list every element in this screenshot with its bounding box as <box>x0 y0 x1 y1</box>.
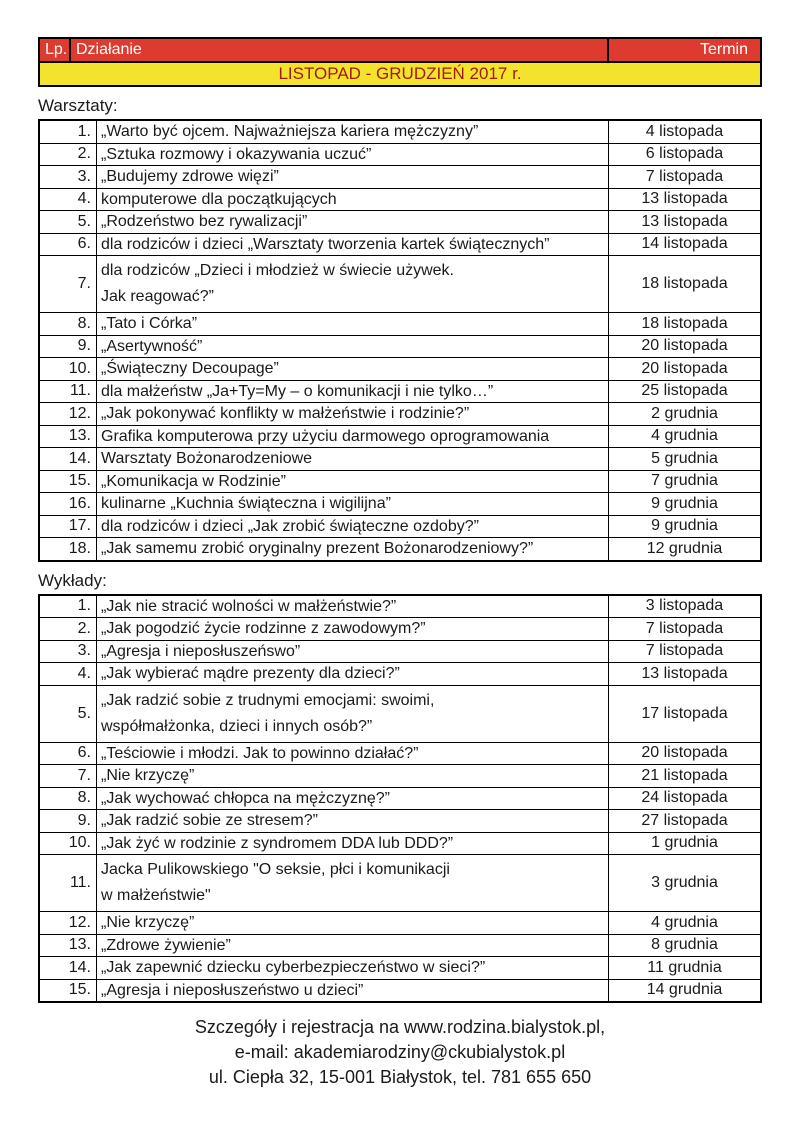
table-row <box>40 980 760 1002</box>
table-row <box>40 448 760 471</box>
table-row <box>40 912 760 935</box>
row-number: 15. <box>40 980 97 1002</box>
table-row <box>40 516 760 539</box>
row-date: 18 listopada <box>641 314 728 332</box>
section-wyklady <box>38 572 762 1004</box>
row-number: 15. <box>40 471 97 493</box>
schedule-header-table <box>38 37 762 87</box>
table-row <box>40 426 760 449</box>
row-date: 13 listopada <box>641 664 728 682</box>
table-row <box>40 810 760 833</box>
table-row <box>40 403 760 426</box>
row-activity: „Warto być ojcem. Najważniejsza kariera mężczyzny” <box>97 121 609 143</box>
row-activity: „Rodzeństwo bez rywalizacji” <box>97 211 609 233</box>
section-label-wyklady: Wykłady: <box>38 570 107 590</box>
row-activity: „Sztuka rozmowy i okazywania uczuć” <box>97 144 609 166</box>
row-number: 12. <box>40 403 97 425</box>
row-number: 1. <box>40 596 97 618</box>
row-activity: dla małżeństw „Ja+Ty=My – o komunikacji i nie tylko…” <box>97 381 609 403</box>
row-activity: dla rodziców i dzieci „Jak zrobić świąteczne ozdoby?” <box>97 516 609 538</box>
footer-address-line: ul. Ciepła 32, 15-001 Białystok, tel. 781 655 650 <box>208 1067 592 1087</box>
row-activity: „Jak radzić sobie z trudnymi emocjami: swoimi, współmałżonka, dzieci i innych osób?” <box>97 686 609 742</box>
row-date: 14 listopada <box>641 235 728 253</box>
table-row <box>40 144 760 167</box>
row-activity: dla rodziców „Dzieci i młodzież w świecie używek. Jak reagować?” <box>97 256 609 312</box>
row-number: 8. <box>40 788 97 810</box>
row-activity: „Agresja i nieposłuszeńswo” <box>97 641 609 663</box>
column-header-dzialanie: Działanie <box>71 39 609 61</box>
table-row <box>40 663 760 686</box>
row-activity: „Agresja i nieposłuszeństwo u dzieci” <box>97 980 609 1002</box>
row-activity: „Teściowie i młodzi. Jak to powinno działać?” <box>97 743 609 765</box>
row-activity: komputerowe dla początkujących <box>97 189 609 211</box>
row-date: 7 listopada <box>645 167 724 185</box>
table-row <box>40 641 760 664</box>
row-date: 9 grudnia <box>651 494 718 512</box>
row-number: 10. <box>40 833 97 855</box>
row-number: 9. <box>40 810 97 832</box>
row-number: 6. <box>40 743 97 765</box>
table-row <box>40 493 760 516</box>
row-activity: „Jak samemu zrobić oryginalny prezent Bożonarodzeniowy?” <box>97 538 609 560</box>
row-activity: „Zdrowe żywienie” <box>97 935 609 957</box>
row-date: 3 grudnia <box>651 874 718 891</box>
row-date: 6 listopada <box>645 145 724 163</box>
footer-registration-line: Szczegóły i rejestracja na www.rodzina.bialystok.pl, <box>194 1017 606 1037</box>
table-row <box>40 743 760 766</box>
table-row <box>40 788 760 811</box>
row-date: 3 listopada <box>645 597 724 615</box>
row-number: 5. <box>40 211 97 233</box>
table-row <box>40 686 760 743</box>
row-number: 4. <box>40 663 97 685</box>
row-number: 1. <box>40 121 97 143</box>
row-number: 13. <box>40 426 97 448</box>
row-date: 20 listopada <box>641 359 728 377</box>
table-row <box>40 256 760 313</box>
row-activity: „Jak pogodzić życie rodzinne z zawodowym?” <box>97 618 609 640</box>
row-date: 12 grudnia <box>646 539 723 557</box>
row-number: 18. <box>40 538 97 560</box>
row-activity: „Jak zapewnić dziecku cyberbezpieczeństwo w sieci?” <box>97 957 609 979</box>
row-date: 20 listopada <box>641 744 728 762</box>
row-activity: „Jak radzić sobie ze stresem?” <box>97 810 609 832</box>
row-date: 4 grudnia <box>651 427 718 445</box>
table-row <box>40 358 760 381</box>
row-number: 16. <box>40 493 97 515</box>
row-number: 10. <box>40 358 97 380</box>
row-activity: Grafika komputerowa przy użyciu darmowego oprogramowania <box>97 426 609 448</box>
row-date: 14 grudnia <box>646 981 723 999</box>
row-number: 13. <box>40 935 97 957</box>
row-number: 7. <box>40 256 97 312</box>
wyklady-table <box>38 594 762 1004</box>
row-date: 4 grudnia <box>651 913 718 931</box>
column-header-lp: Lp. <box>40 39 71 61</box>
row-activity: kulinarne „Kuchnia świąteczna i wigilijna” <box>97 493 609 515</box>
row-activity: dla rodziców i dzieci „Warsztaty tworzenia kartek świątecznych” <box>97 234 609 256</box>
row-number: 3. <box>40 641 97 663</box>
row-date: 7 listopada <box>645 619 724 637</box>
row-date: 11 grudnia <box>647 958 722 976</box>
row-activity: Warsztaty Bożonarodzeniowe <box>97 448 609 470</box>
row-date: 20 listopada <box>641 337 728 355</box>
row-activity: „Tato i Córka” <box>97 313 609 335</box>
footer-contact <box>38 1015 762 1090</box>
table-row <box>40 833 760 856</box>
table-row <box>40 935 760 958</box>
row-date: 25 listopada <box>641 382 728 400</box>
period-banner: LISTOPAD - GRUDZIEŃ 2017 r. <box>40 63 760 85</box>
table-row <box>40 618 760 641</box>
row-number: 17. <box>40 516 97 538</box>
section-warsztaty <box>38 97 762 562</box>
row-date: 13 listopada <box>641 190 728 208</box>
table-row <box>40 234 760 257</box>
row-activity: „Jak nie stracić wolności w małżeństwie?” <box>97 596 609 618</box>
row-activity: „Świąteczny Decoupage” <box>97 358 609 380</box>
table-row <box>40 211 760 234</box>
section-label-warsztaty: Warsztaty: <box>38 96 118 115</box>
row-number: 11. <box>40 381 97 403</box>
row-activity: „Budujemy zdrowe więzi” <box>97 166 609 188</box>
table-row <box>40 313 760 336</box>
row-date: 5 grudnia <box>651 449 718 467</box>
row-activity: „Komunikacja w Rodzinie” <box>97 471 609 493</box>
row-number: 14. <box>40 448 97 470</box>
row-activity: „Jak wybierać mądre prezenty dla dzieci?” <box>97 663 609 685</box>
row-activity: „Nie krzyczę” <box>97 765 609 787</box>
table-row <box>40 381 760 404</box>
table-row <box>40 471 760 494</box>
row-date: 8 grudnia <box>651 936 718 954</box>
table-row <box>40 538 760 560</box>
row-activity: Jacka Pulikowskiego "O seksie, płci i komunikacji w małżeństwie" <box>97 855 609 911</box>
row-activity: „Jak wychować chłopca na mężczyznę?” <box>97 788 609 810</box>
row-number: 3. <box>40 166 97 188</box>
warsztaty-table <box>38 119 762 562</box>
row-date: 24 listopada <box>641 789 728 807</box>
row-date: 4 listopada <box>645 122 724 140</box>
footer-email-line: e-mail: akademiarodziny@ckubialystok.pl <box>234 1042 566 1062</box>
row-number: 12. <box>40 912 97 934</box>
table-row <box>40 596 760 619</box>
row-number: 4. <box>40 189 97 211</box>
row-date: 17 listopada <box>641 704 728 722</box>
table-row <box>40 121 760 144</box>
table-row <box>40 855 760 912</box>
table-row <box>40 957 760 980</box>
row-date: 1 grudnia <box>651 834 718 852</box>
row-number: 8. <box>40 313 97 335</box>
column-header-row <box>40 39 760 63</box>
row-activity: „Jak żyć w rodzinie z syndromem DDA lub DDD?” <box>97 833 609 855</box>
row-activity: „Nie krzyczę” <box>97 912 609 934</box>
row-date: 21 listopada <box>641 766 728 784</box>
table-row <box>40 189 760 212</box>
row-date: 7 listopada <box>645 642 724 660</box>
row-date: 13 listopada <box>641 212 728 230</box>
table-row <box>40 765 760 788</box>
row-number: 7. <box>40 765 97 787</box>
row-activity: „Asertywność” <box>97 336 609 358</box>
row-number: 14. <box>40 957 97 979</box>
row-activity: „Jak pokonywać konflikty w małżeństwie i rodzinie?” <box>97 403 609 425</box>
row-number: 11. <box>40 855 97 911</box>
row-date: 18 listopada <box>641 275 728 292</box>
row-number: 2. <box>40 618 97 640</box>
row-number: 6. <box>40 234 97 256</box>
column-header-termin: Termin <box>699 41 748 58</box>
row-number: 9. <box>40 336 97 358</box>
row-date: 27 listopada <box>641 811 728 829</box>
row-number: 2. <box>40 144 97 166</box>
row-number: 5. <box>40 686 97 742</box>
row-date: 9 grudnia <box>651 517 718 535</box>
row-date: 2 grudnia <box>651 404 718 422</box>
table-row <box>40 336 760 359</box>
row-date: 7 grudnia <box>651 472 718 490</box>
table-row <box>40 166 760 189</box>
